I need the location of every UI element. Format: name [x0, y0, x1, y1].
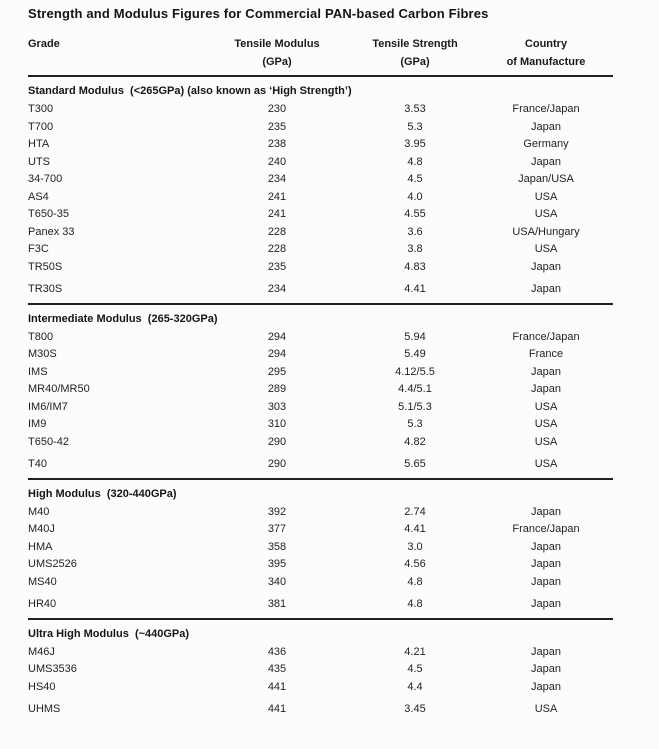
modulus-cell: 234 [267, 173, 287, 186]
country-cell: Japan [531, 598, 561, 611]
strength-cell: 3.6 [407, 225, 423, 238]
section-separator-line [28, 618, 613, 620]
grade-cell: Panex 33 [28, 225, 75, 238]
table-row [28, 329, 613, 347]
strength-cell: 5.3 [407, 120, 423, 133]
strength-cell: 3.0 [407, 540, 423, 553]
grade-cell: T40 [28, 458, 47, 471]
table-row [28, 189, 613, 207]
table-row [28, 224, 613, 242]
strength-cell: 3.45 [404, 703, 426, 716]
strength-cell: 4.83 [404, 260, 426, 273]
table-row [28, 644, 613, 662]
strength-cell: 4.5 [407, 663, 423, 676]
table-row [28, 416, 613, 434]
table-row [28, 661, 613, 679]
modulus-cell: 228 [267, 225, 287, 238]
modulus-cell: 295 [267, 365, 287, 378]
modulus-cell: 228 [267, 243, 287, 256]
column-header-line: Tensile Modulus [234, 38, 320, 50]
strength-cell: 4.21 [404, 645, 426, 658]
country-cell: Japan/USA [518, 173, 574, 186]
section-separator-line [28, 75, 613, 77]
grade-cell: T650-42 [28, 435, 69, 448]
column-header-line: of Manufacture [506, 56, 586, 68]
grade-cell: TR30S [28, 283, 63, 296]
grade-cell: M40 [28, 505, 50, 518]
modulus-cell: 441 [267, 680, 287, 693]
modulus-cell: 241 [267, 190, 287, 203]
strength-cell: 4.4 [407, 680, 423, 693]
column-header-country [479, 35, 613, 71]
grade-cell: T700 [28, 120, 54, 133]
table-row [28, 434, 613, 452]
grade-cell: HS40 [28, 680, 56, 693]
table-row [28, 679, 613, 697]
strength-cell: 5.94 [404, 330, 426, 343]
table-row [28, 539, 613, 557]
country-cell: Germany [523, 138, 569, 151]
table-row [28, 701, 613, 719]
strength-cell: 4.55 [404, 208, 426, 221]
table-row [28, 241, 613, 259]
table-row [28, 281, 613, 299]
section-separator-line [28, 303, 613, 305]
country-cell: Japan [531, 540, 561, 553]
modulus-cell: 381 [267, 598, 287, 611]
modulus-cell: 235 [267, 260, 287, 273]
table-row [28, 456, 613, 474]
country-cell: USA [534, 703, 558, 716]
country-cell: Japan [531, 283, 561, 296]
table-row [28, 101, 613, 119]
modulus-cell: 392 [267, 505, 287, 518]
strength-cell: 4.8 [407, 575, 423, 588]
grade-cell: F3C [28, 243, 49, 256]
modulus-cell: 294 [267, 330, 287, 343]
country-cell: USA [534, 208, 558, 221]
table-row [28, 521, 613, 539]
strength-cell: 4.12/5.5 [395, 365, 435, 378]
table-row [28, 346, 613, 364]
strength-cell: 4.0 [407, 190, 423, 203]
country-cell: France/Japan [512, 103, 580, 116]
grade-cell: UMS2526 [28, 558, 77, 571]
modulus-cell: 340 [267, 575, 287, 588]
table-row [28, 556, 613, 574]
strength-cell: 4.41 [404, 523, 426, 536]
country-cell: USA [534, 418, 558, 431]
table-row [28, 381, 613, 399]
table-row [28, 574, 613, 592]
grade-cell: UTS [28, 155, 50, 168]
country-cell: Japan [531, 505, 561, 518]
grade-cell: MR40/MR50 [28, 383, 90, 396]
strength-cell: 3.8 [407, 243, 423, 256]
modulus-cell: 234 [267, 283, 287, 296]
strength-cell: 3.95 [404, 138, 426, 151]
modulus-cell: 358 [267, 540, 287, 553]
grade-cell: MS40 [28, 575, 57, 588]
modulus-cell: 294 [267, 348, 287, 361]
table-header [28, 35, 613, 71]
strength-cell: 2.74 [404, 505, 426, 518]
modulus-cell: 290 [267, 435, 287, 448]
modulus-cell: 289 [267, 383, 287, 396]
column-header-line: Country [524, 38, 568, 50]
strength-cell: 4.56 [404, 558, 426, 571]
section-header: Ultra High Modulus (~440GPa) [28, 627, 190, 640]
modulus-cell: 310 [267, 418, 287, 431]
strength-cell: 3.53 [404, 103, 426, 116]
strength-cell: 4.5 [407, 173, 423, 186]
strength-cell: 5.3 [407, 418, 423, 431]
modulus-cell: 241 [267, 208, 287, 221]
country-cell: USA [534, 400, 558, 413]
country-cell: USA [534, 435, 558, 448]
table-row [28, 136, 613, 154]
grade-cell: IM6/IM7 [28, 400, 68, 413]
country-cell: France/Japan [512, 330, 580, 343]
grade-cell: IM9 [28, 418, 47, 431]
modulus-cell: 435 [267, 663, 287, 676]
page-title: Strength and Modulus Figures for Commercial PAN-based Carbon Fibres [28, 6, 489, 21]
column-header-line: (GPa) [262, 56, 292, 68]
grade-cell: T800 [28, 330, 54, 343]
column-header-line: Tensile Strength [372, 38, 458, 50]
country-cell: Japan [531, 663, 561, 676]
table-row [28, 119, 613, 137]
grade-cell: TR50S [28, 260, 63, 273]
modulus-cell: 303 [267, 400, 287, 413]
column-header-tensile-strength [351, 35, 479, 71]
table-row [28, 206, 613, 224]
strength-cell: 4.41 [404, 283, 426, 296]
table-row [28, 596, 613, 614]
country-cell: France [528, 348, 564, 361]
modulus-cell: 240 [267, 155, 287, 168]
section-header: High Modulus (320-440GPa) [28, 487, 177, 500]
strength-cell: 4.4/5.1 [398, 383, 432, 396]
grade-cell: HMA [28, 540, 53, 553]
country-cell: USA [534, 458, 558, 471]
table-row [28, 399, 613, 417]
grade-cell: UMS3536 [28, 663, 77, 676]
modulus-cell: 377 [267, 523, 287, 536]
country-cell: France/Japan [512, 523, 580, 536]
grade-cell: HTA [28, 138, 50, 151]
strength-cell: 5.49 [404, 348, 426, 361]
grade-cell: AS4 [28, 190, 49, 203]
table-row [28, 504, 613, 522]
grade-cell: M46J [28, 645, 55, 658]
country-cell: Japan [531, 680, 561, 693]
column-header-line: (GPa) [400, 56, 430, 68]
modulus-cell: 290 [267, 458, 287, 471]
column-header-tensile-modulus [203, 35, 351, 71]
strength-cell: 4.8 [407, 598, 423, 611]
section-header: Standard Modulus (<265GPa) (also known as ‘High Strength’) [28, 85, 352, 97]
modulus-cell: 235 [267, 120, 287, 133]
strength-cell: 4.82 [404, 435, 426, 448]
country-cell: USA [534, 243, 558, 256]
country-cell: Japan [531, 558, 561, 571]
country-cell: USA/Hungary [512, 225, 580, 238]
country-cell: Japan [531, 260, 561, 273]
country-cell: Japan [531, 645, 561, 658]
column-header-grade: Grade [28, 38, 60, 50]
strength-cell: 5.65 [404, 458, 426, 471]
table-row [28, 171, 613, 189]
table-body [28, 75, 613, 719]
grade-cell: HR40 [28, 598, 57, 611]
section-separator-line [28, 478, 613, 480]
strength-cell: 5.1/5.3 [398, 400, 432, 413]
country-cell: Japan [531, 155, 561, 168]
strength-cell: 4.8 [407, 155, 423, 168]
modulus-cell: 441 [267, 703, 287, 716]
modulus-cell: 436 [267, 645, 287, 658]
modulus-cell: 395 [267, 558, 287, 571]
grade-cell: 34-700 [28, 173, 63, 186]
grade-cell: T300 [28, 103, 54, 116]
grade-cell: M40J [28, 523, 55, 536]
country-cell: Japan [531, 383, 561, 396]
grade-cell: T650-35 [28, 208, 69, 221]
modulus-cell: 238 [267, 138, 287, 151]
grade-cell: IMS [28, 365, 48, 378]
country-cell: Japan [531, 575, 561, 588]
table-row [28, 259, 613, 277]
country-cell: Japan [531, 120, 561, 133]
table-row [28, 154, 613, 172]
grade-cell: UHMS [28, 703, 61, 716]
grade-cell: M30S [28, 348, 57, 361]
country-cell: Japan [531, 365, 561, 378]
modulus-cell: 230 [267, 103, 287, 116]
table-row [28, 364, 613, 382]
section-header: Intermediate Modulus (265-320GPa) [28, 312, 218, 325]
country-cell: USA [534, 190, 558, 203]
